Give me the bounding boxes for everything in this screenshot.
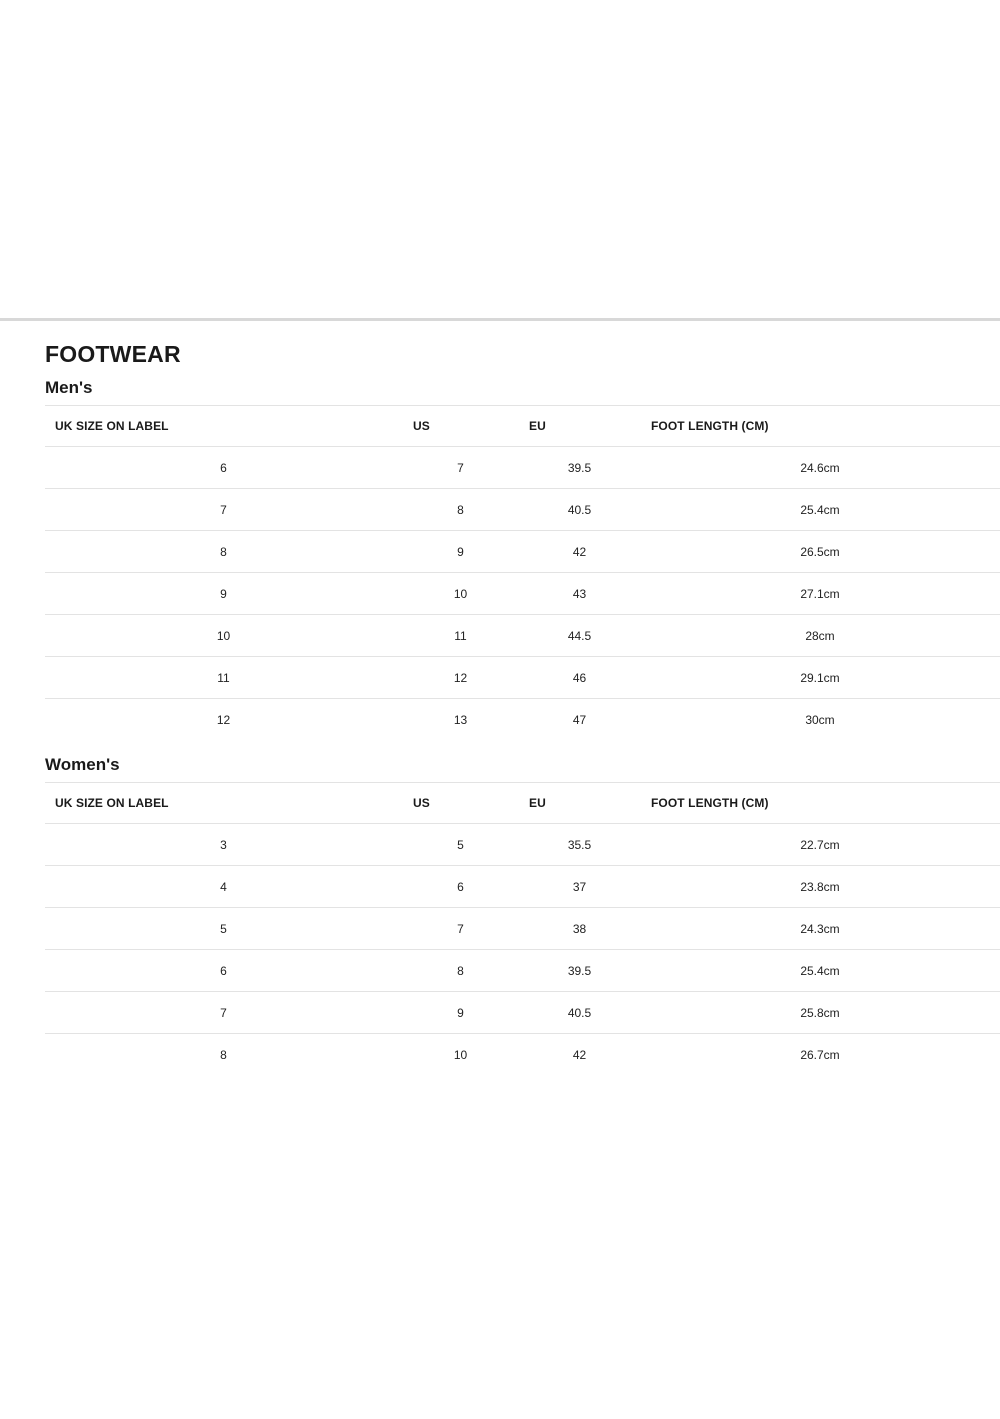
foot-length-cell: 23.8cm [640, 866, 1000, 908]
eu-size-cell: 46 [519, 657, 640, 699]
womens-section-title: Women's [45, 755, 120, 774]
column-header-us: US [402, 783, 519, 824]
table-row [45, 866, 1000, 908]
uk-size-cell: 3 [45, 824, 402, 866]
eu-size-cell: 39.5 [519, 950, 640, 992]
uk-size-cell: 10 [45, 615, 402, 657]
table-row [45, 950, 1000, 992]
uk-size-cell: 7 [45, 489, 402, 531]
us-size-cell: 10 [453, 1047, 468, 1062]
table-row [45, 657, 1000, 699]
size-guide [45, 340, 1000, 1075]
uk-size-cell: 9 [45, 573, 402, 615]
foot-length-cell: 22.7cm [640, 824, 1000, 866]
foot-length-cell: 25.4cm [640, 950, 1000, 992]
us-size-cell: 9 [402, 992, 519, 1034]
uk-size-cell: 5 [45, 908, 402, 950]
us-size-cell: 5 [402, 824, 519, 866]
foot-length-cell: 25.4cm [640, 489, 1000, 531]
table-row [45, 573, 1000, 615]
column-header-eu: EU [519, 406, 640, 447]
table-header-row [45, 406, 1000, 447]
us-size-cell: 12 [402, 657, 519, 699]
us-size-cell: 10 [402, 573, 519, 615]
eu-size-cell: 42 [572, 1047, 587, 1062]
column-header-us: US [402, 406, 519, 447]
top-divider [0, 318, 1000, 321]
column-header-foot-length: FOOT LENGTH (CM) [640, 406, 1000, 447]
eu-size-cell: 39.5 [519, 447, 640, 489]
womens-size-table [45, 782, 1000, 1075]
foot-length-cell: 24.6cm [640, 447, 1000, 489]
us-size-cell: 9 [402, 531, 519, 573]
foot-length-cell: 26.7cm [800, 1047, 840, 1062]
table-row [45, 447, 1000, 489]
page-title: FOOTWEAR [45, 341, 181, 367]
us-size-cell: 7 [402, 447, 519, 489]
table-row [45, 1034, 1000, 1076]
eu-size-cell: 37 [519, 866, 640, 908]
foot-length-cell: 30cm [805, 712, 835, 727]
foot-length-cell: 28cm [640, 615, 1000, 657]
table-row [45, 824, 1000, 866]
uk-size-cell: 11 [45, 657, 402, 699]
us-size-cell: 6 [402, 866, 519, 908]
table-header-row [45, 783, 1000, 824]
us-size-cell: 11 [402, 615, 519, 657]
column-header-uk-size: UK SIZE ON LABEL [45, 406, 402, 447]
us-size-cell: 8 [402, 950, 519, 992]
column-header-foot-length: FOOT LENGTH (CM) [640, 783, 1000, 824]
uk-size-cell: 4 [45, 866, 402, 908]
uk-size-cell: 8 [45, 531, 402, 573]
eu-size-cell: 40.5 [519, 992, 640, 1034]
table-row [45, 615, 1000, 657]
foot-length-cell: 27.1cm [640, 573, 1000, 615]
us-size-cell: 13 [453, 712, 468, 727]
column-header-uk-size: UK SIZE ON LABEL [45, 783, 402, 824]
us-size-cell: 7 [402, 908, 519, 950]
uk-size-cell: 7 [45, 992, 402, 1034]
uk-size-cell: 6 [45, 950, 402, 992]
table-row [45, 489, 1000, 531]
eu-size-cell: 43 [519, 573, 640, 615]
foot-length-cell: 24.3cm [640, 908, 1000, 950]
foot-length-cell: 25.8cm [640, 992, 1000, 1034]
mens-size-table [45, 405, 1000, 740]
us-size-cell: 8 [402, 489, 519, 531]
uk-size-cell: 8 [220, 1047, 227, 1062]
eu-size-cell: 40.5 [519, 489, 640, 531]
uk-size-cell: 6 [45, 447, 402, 489]
foot-length-cell: 29.1cm [640, 657, 1000, 699]
foot-length-cell: 26.5cm [640, 531, 1000, 573]
uk-size-cell: 12 [216, 712, 231, 727]
column-header-eu: EU [519, 783, 640, 824]
table-row [45, 531, 1000, 573]
mens-section-title: Men's [45, 378, 93, 397]
eu-size-cell: 35.5 [519, 824, 640, 866]
eu-size-cell: 47 [572, 712, 587, 727]
eu-size-cell: 38 [519, 908, 640, 950]
table-row [45, 699, 1000, 741]
table-row [45, 908, 1000, 950]
table-row [45, 992, 1000, 1034]
eu-size-cell: 44.5 [519, 615, 640, 657]
eu-size-cell: 42 [519, 531, 640, 573]
